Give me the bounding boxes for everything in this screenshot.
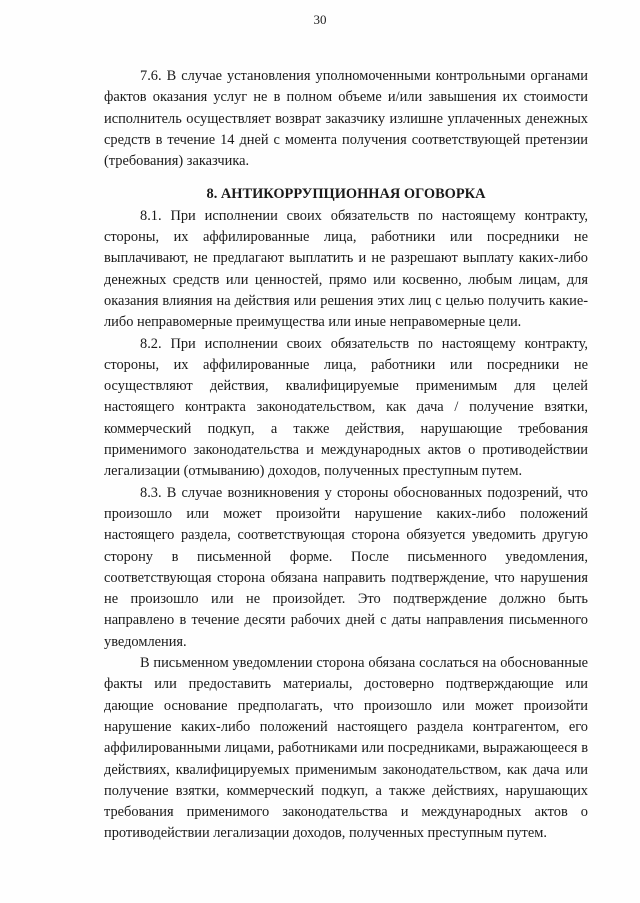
page-number: 30	[313, 12, 327, 27]
paragraph-8-2: 8.2. При исполнении своих обязательств по настоящему контракту, стороны, их аффилированные лица, работники или посредники не осуществляют действия, квалифицируемые применимым для целей настоящего контракта законодательством, как дача / получение взятки, коммерческий подкуп, а также действия, нарушающие требования применимого законодательства и международных актов о противодействии легализации (отмыванию) доходов, полученных преступным путем.	[104, 335, 588, 480]
paragraph-8-1: 8.1. При исполнении своих обязательств по настоящему контракту, стороны, их аффилированные лица, работники или посредники не выплачивают, не предлагают выплатить и не разрешают выплату каких-либо денежных средств или ценностей, прямо или косвенно, любым лицам, для оказания влияния на действия или решения этих лиц с целью получить какие-либо неправомерные преимущества или иные неправомерные цели.	[104, 207, 588, 331]
paragraph-8-3: 8.3. В случае возникновения у стороны обоснованных подозрений, что произошло или может произойти нарушение каких-либо положений настоящего раздела, соответствующая сторона обязуется уведомить другую сторону в письменной форме. После письменного уведомления, соответствующая сторона обязана направить подтверждение, что нарушения не произошло или не произойдет. Это подтверждение должно быть направлено в течение десяти рабочих дней с даты направления письменного уведомления.	[104, 484, 588, 650]
paragraph-8-3-continued: В письменном уведомлении сторона обязана сослаться на обоснованные факты или предоставить материалы, достоверно подтверждающие или дающие основание предполагать, что произошло или может произойти нарушение каких-либо положений настоящего раздела контрагентом, его аффилированными лицами, работниками или посредниками, выражающееся в действиях, квалифицируемых применимым законодательством, как дача или получение взятки, коммерческий подкуп, а также действиях, нарушающих требования применимого законодательства и международных актов о противодействии легализации доходов, полученных преступным путем.	[104, 655, 588, 842]
document-body	[104, 66, 588, 845]
paragraph-7-6: 7.6. В случае установления уполномоченными контрольными органами фактов оказания услуг не в полном объеме и/или завышения их стоимости исполнитель осуществляет возврат заказчику излишне уплаченных денежных средств в течение 14 дней с момента получения соответствующей претензии (требования) заказчика.	[104, 68, 588, 170]
section-heading: 8. АНТИКОРРУПЦИОННАЯ ОГОВОРКА	[206, 186, 486, 203]
